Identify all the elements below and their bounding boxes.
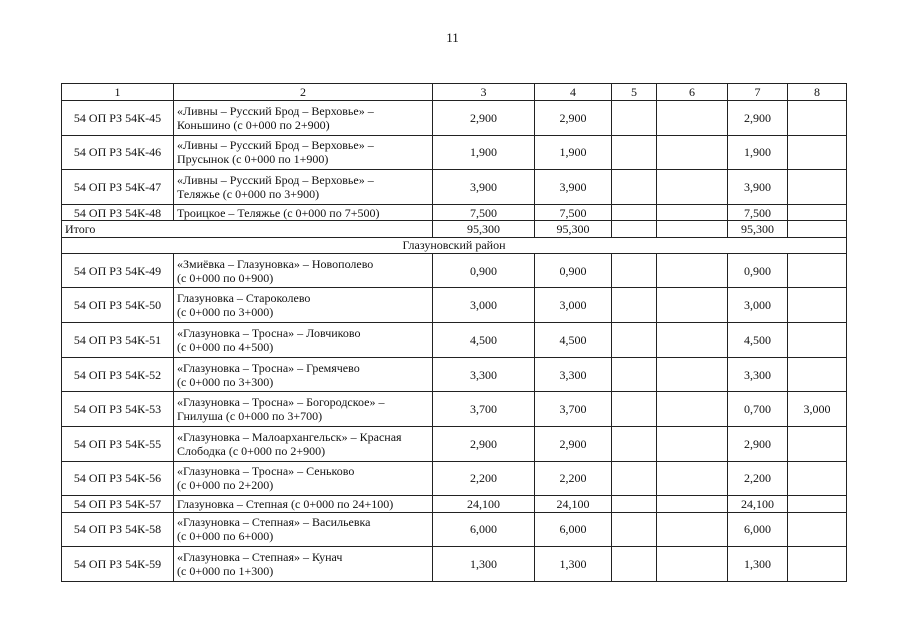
length-value-cell: [657, 496, 728, 512]
length-value-cell: 1,300: [728, 547, 788, 582]
length-value-cell: 2,900: [433, 427, 535, 462]
table-row: [62, 170, 847, 205]
length-value-cell: [788, 547, 847, 582]
road-name-line: Слободка (с 0+000 по 2+900): [177, 443, 326, 458]
length-value-cell: [788, 101, 847, 136]
length-value-cell: 3,000: [728, 288, 788, 323]
length-value-cell: 3,900: [433, 170, 535, 205]
road-name-line: (с 0+000 по 2+200): [177, 478, 274, 493]
road-name-line: «Глазуновка – Тросна» – Ловчиково: [177, 325, 361, 340]
length-value-cell: 1,900: [433, 135, 535, 170]
length-value-cell: [657, 392, 728, 427]
length-value-cell: [657, 101, 728, 136]
road-code-cell: 54 ОП РЗ 54К-55: [62, 427, 174, 462]
road-name-line: Коньшино (с 0+000 по 2+900): [177, 117, 330, 132]
length-value-cell: 3,300: [433, 357, 535, 392]
length-value-cell: 24,100: [728, 496, 788, 512]
road-name-cell: [174, 135, 433, 170]
length-value-cell: [657, 135, 728, 170]
length-value-cell: 1,900: [728, 135, 788, 170]
length-value-cell: [612, 253, 657, 288]
length-value-cell: 2,900: [728, 101, 788, 136]
length-value-cell: [612, 547, 657, 582]
table-row: [62, 288, 847, 323]
column-header: 6: [657, 84, 728, 101]
table-row: [62, 323, 847, 358]
road-name-line: Гнилуша (с 0+000 по 3+700): [177, 409, 323, 424]
length-value-cell: 2,200: [535, 461, 612, 496]
road-name-cell: [174, 547, 433, 582]
road-name-cell: [174, 101, 433, 136]
road-name-line: (с 0+000 по 1+300): [177, 564, 274, 579]
road-name-cell: [174, 253, 433, 288]
length-value-cell: 24,100: [433, 496, 535, 512]
length-value-cell: [788, 135, 847, 170]
length-value-cell: 7,500: [535, 204, 612, 220]
column-header: 4: [535, 84, 612, 101]
road-register-table: [61, 83, 847, 582]
length-value-cell: [788, 323, 847, 358]
length-value-cell: 2,900: [728, 427, 788, 462]
road-name-cell: [174, 496, 433, 512]
road-name-line: (с 0+000 по 3+000): [177, 305, 274, 320]
length-value-cell: 3,700: [535, 392, 612, 427]
length-value-cell: 3,900: [535, 170, 612, 205]
length-value-cell: 0,900: [728, 253, 788, 288]
length-value-cell: 0,900: [433, 253, 535, 288]
length-value-cell: 2,900: [433, 101, 535, 136]
length-value-cell: 6,000: [433, 512, 535, 547]
road-code-cell: 54 ОП РЗ 54К-47: [62, 170, 174, 205]
total-value-cell: [657, 221, 728, 237]
road-code-cell: 54 ОП РЗ 54К-50: [62, 288, 174, 323]
length-value-cell: [657, 547, 728, 582]
column-header: 8: [788, 84, 847, 101]
table-body: [62, 101, 847, 582]
road-code-cell: 54 ОП РЗ 54К-46: [62, 135, 174, 170]
length-value-cell: [657, 204, 728, 220]
length-value-cell: [612, 392, 657, 427]
length-value-cell: [612, 288, 657, 323]
road-code-cell: 54 ОП РЗ 54К-58: [62, 512, 174, 547]
length-value-cell: [612, 357, 657, 392]
length-value-cell: 7,500: [728, 204, 788, 220]
table-row: [62, 357, 847, 392]
length-value-cell: [612, 427, 657, 462]
length-value-cell: [788, 496, 847, 512]
road-code-cell: 54 ОП РЗ 54К-52: [62, 357, 174, 392]
length-value-cell: 3,900: [728, 170, 788, 205]
length-value-cell: [657, 461, 728, 496]
length-value-cell: [612, 204, 657, 220]
table-row: [62, 547, 847, 582]
length-value-cell: 7,500: [433, 204, 535, 220]
length-value-cell: [657, 288, 728, 323]
length-value-cell: [612, 135, 657, 170]
region-header-row: [62, 237, 847, 253]
road-name-cell: [174, 392, 433, 427]
length-value-cell: [788, 512, 847, 547]
road-name-line: «Глазуновка – Тросна» – Сеньково: [177, 464, 355, 479]
road-name-cell: [174, 357, 433, 392]
length-value-cell: 2,200: [728, 461, 788, 496]
road-code-cell: 54 ОП РЗ 54К-48: [62, 204, 174, 220]
length-value-cell: 1,300: [535, 547, 612, 582]
length-value-cell: 6,000: [728, 512, 788, 547]
length-value-cell: [788, 427, 847, 462]
road-name-line: «Ливны – Русский Брод – Верховье» –: [177, 138, 374, 153]
length-value-cell: [788, 253, 847, 288]
road-name-line: Троицкое – Теляжье (с 0+000 по 7+500): [177, 205, 380, 220]
road-name-cell: [174, 461, 433, 496]
length-value-cell: 3,700: [433, 392, 535, 427]
total-value-cell: [612, 221, 657, 237]
length-value-cell: 0,700: [728, 392, 788, 427]
road-name-line: «Змиёвка – Глазуновка» – Новополево: [177, 256, 374, 271]
road-name-line: Глазуновка – Степная (с 0+000 по 24+100): [177, 496, 394, 511]
column-header: 7: [728, 84, 788, 101]
table-row: [62, 512, 847, 547]
page-number: 11: [446, 30, 459, 45]
road-name-line: «Глазуновка – Тросна» – Богородское» –: [177, 395, 385, 410]
length-value-cell: [657, 170, 728, 205]
road-name-line: Теляжье (с 0+000 по 3+900): [177, 187, 320, 202]
length-value-cell: [788, 461, 847, 496]
road-name-line: «Глазуновка – Тросна» – Гремячево: [177, 360, 360, 375]
table-row: [62, 427, 847, 462]
region-name: Глазуновский район: [62, 237, 847, 253]
road-name-cell: [174, 170, 433, 205]
road-code-cell: 54 ОП РЗ 54К-59: [62, 547, 174, 582]
length-value-cell: 24,100: [535, 496, 612, 512]
length-value-cell: [788, 288, 847, 323]
road-code-cell: 54 ОП РЗ 54К-51: [62, 323, 174, 358]
length-value-cell: 3,000: [535, 288, 612, 323]
length-value-cell: 4,500: [535, 323, 612, 358]
table-row: [62, 461, 847, 496]
length-value-cell: 3,300: [728, 357, 788, 392]
length-value-cell: [612, 323, 657, 358]
length-value-cell: [657, 323, 728, 358]
length-value-cell: [612, 512, 657, 547]
total-row: [62, 221, 847, 237]
table-row: [62, 135, 847, 170]
length-value-cell: 3,000: [788, 392, 847, 427]
road-name-line: (с 0+000 по 3+300): [177, 374, 274, 389]
road-name-cell: [174, 323, 433, 358]
length-value-cell: 0,900: [535, 253, 612, 288]
length-value-cell: [657, 357, 728, 392]
road-name-line: «Глазуновка – Степная» – Васильевка: [177, 515, 371, 530]
length-value-cell: 4,500: [728, 323, 788, 358]
length-value-cell: [788, 170, 847, 205]
column-number-row: [62, 84, 847, 101]
length-value-cell: 2,900: [535, 101, 612, 136]
road-name-line: «Глазуновка – Малоархангельск» – Красная: [177, 429, 402, 444]
table-row: [62, 204, 847, 220]
total-value-cell: 95,300: [535, 221, 612, 237]
length-value-cell: 1,300: [433, 547, 535, 582]
length-value-cell: [788, 357, 847, 392]
length-value-cell: [657, 512, 728, 547]
road-name-cell: [174, 204, 433, 220]
road-name-line: Глазуновка – Староколево: [177, 291, 311, 306]
total-value-cell: [788, 221, 847, 237]
road-name-cell: [174, 512, 433, 547]
road-name-line: «Ливны – Русский Брод – Верховье» –: [177, 103, 374, 118]
length-value-cell: 3,000: [433, 288, 535, 323]
length-value-cell: 2,200: [433, 461, 535, 496]
road-name-cell: [174, 288, 433, 323]
length-value-cell: 6,000: [535, 512, 612, 547]
table-row: [62, 392, 847, 427]
table-row: [62, 101, 847, 136]
road-name-line: «Ливны – Русский Брод – Верховье» –: [177, 173, 374, 188]
road-code-cell: 54 ОП РЗ 54К-57: [62, 496, 174, 512]
road-name-line: (с 0+000 по 4+500): [177, 339, 274, 354]
table-row: [62, 253, 847, 288]
length-value-cell: 2,900: [535, 427, 612, 462]
total-label: Итого: [62, 221, 433, 237]
table-row: [62, 496, 847, 512]
length-value-cell: [612, 461, 657, 496]
length-value-cell: [657, 253, 728, 288]
road-code-cell: 54 ОП РЗ 54К-56: [62, 461, 174, 496]
length-value-cell: 4,500: [433, 323, 535, 358]
road-code-cell: 54 ОП РЗ 54К-49: [62, 253, 174, 288]
column-header: 3: [433, 84, 535, 101]
road-code-cell: 54 ОП РЗ 54К-53: [62, 392, 174, 427]
road-code-cell: 54 ОП РЗ 54К-45: [62, 101, 174, 136]
length-value-cell: 1,900: [535, 135, 612, 170]
length-value-cell: [612, 170, 657, 205]
road-name-line: «Глазуновка – Степная» – Кунач: [177, 550, 343, 565]
column-header: 2: [174, 84, 433, 101]
column-header: 1: [62, 84, 174, 101]
total-value-cell: 95,300: [433, 221, 535, 237]
road-name-line: (с 0+000 по 6+000): [177, 529, 274, 544]
total-value-cell: 95,300: [728, 221, 788, 237]
road-name-line: (с 0+000 по 0+900): [177, 270, 274, 285]
road-name-cell: [174, 427, 433, 462]
column-header: 5: [612, 84, 657, 101]
length-value-cell: 3,300: [535, 357, 612, 392]
length-value-cell: [657, 427, 728, 462]
length-value-cell: [612, 101, 657, 136]
length-value-cell: [612, 496, 657, 512]
road-name-line: Прусынок (с 0+000 по 1+900): [177, 152, 329, 167]
length-value-cell: [788, 204, 847, 220]
